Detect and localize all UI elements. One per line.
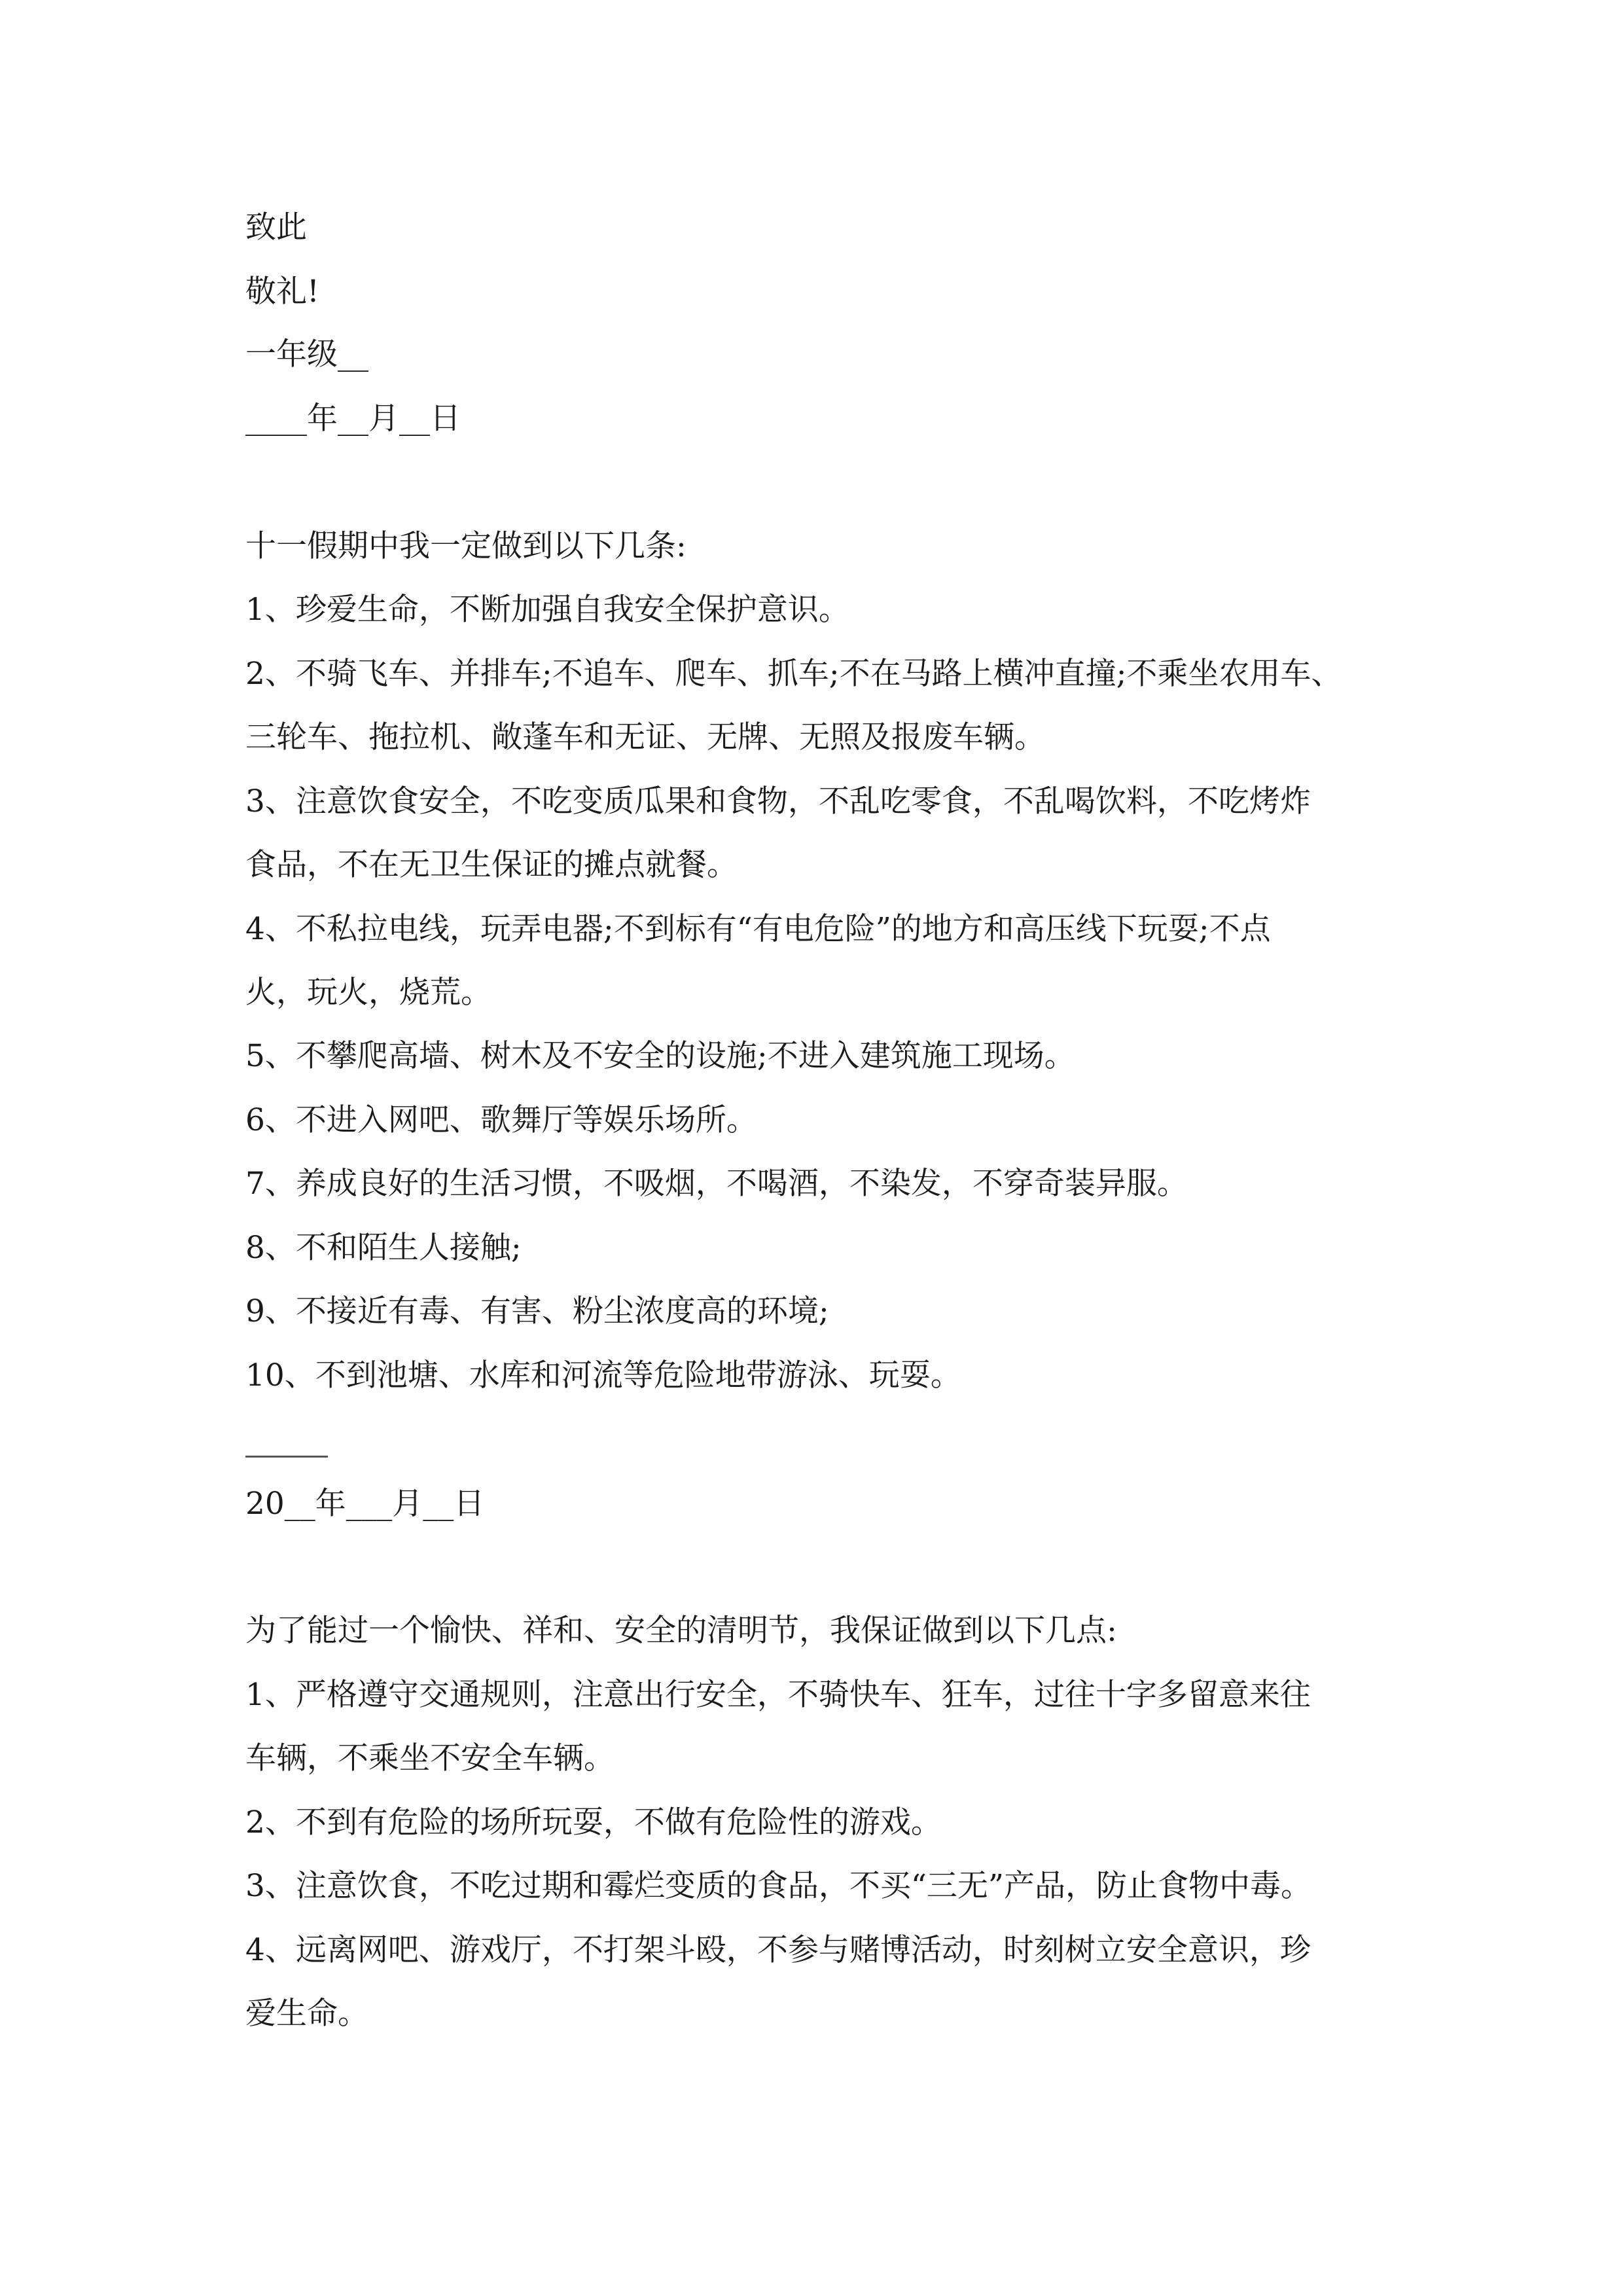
pledge-item-continued: 三轮车、拖拉机、敞蓬车和无证、无牌、无照及报废车辆。 bbox=[245, 719, 1045, 755]
pledge-item: 1、珍爱生命，不断加强自我安全保护意识。 bbox=[245, 592, 849, 628]
pledge-item: 7、养成良好的生活习惯，不吸烟，不喝酒，不染发，不穿奇装异服。 bbox=[245, 1166, 1188, 1202]
closing-regards: 敬礼! bbox=[245, 274, 319, 310]
pledge-item: 10、不到池塘、水库和河流等危险地带游泳、玩耍。 bbox=[245, 1357, 961, 1393]
pledge-item-continued: 车辆，不乘坐不安全车辆。 bbox=[245, 1740, 615, 1776]
signature-date: ____年__月__日 bbox=[245, 401, 461, 437]
national-day-date: 20__年___月__日 bbox=[245, 1486, 485, 1522]
pledge-item: 4、远离网吧、游戏厅，不打架斗殴，不参与赌博活动，时刻树立安全意识，珍 bbox=[245, 1932, 1311, 1968]
pledge-item: 6、不进入网吧、歌舞厅等娱乐场所。 bbox=[245, 1102, 757, 1138]
pledge-item: 8、不和陌生人接触; bbox=[245, 1230, 522, 1266]
pledge-item-continued: 食品，不在无卫生保证的摊点就餐。 bbox=[245, 847, 738, 883]
pledge-item: 3、注意饮食安全，不吃变质瓜果和食物，不乱吃零食，不乱喝饮料，不吃烤炸 bbox=[245, 783, 1311, 819]
pledge-item: 1、严格遵守交通规则，注意出行安全，不骑快车、狂车，过往十字多留意来往 bbox=[245, 1677, 1311, 1713]
pledge-item: 5、不攀爬高墙、树木及不安全的设施;不进入建筑施工现场。 bbox=[245, 1038, 1075, 1074]
pledge-item: 9、不接近有毒、有害、粉尘浓度高的环境; bbox=[245, 1293, 829, 1329]
signature-rule bbox=[245, 1456, 328, 1458]
signature-class: 一年级__ bbox=[245, 336, 368, 372]
pledge-item: 2、不到有危险的场所玩耍，不做有危险性的游戏。 bbox=[245, 1804, 942, 1840]
pledge-item: 4、不私拉电线，玩弄电器;不到标有“有电危险”的地方和高压线下玩耍;不点 bbox=[245, 911, 1271, 947]
pledge-item: 2、不骑飞车、并排车;不追车、爬车、抓车;不在马路上横冲直撞;不乘坐农用车、 bbox=[245, 656, 1342, 692]
pledge-item: 3、注意饮食，不吃过期和霉烂变质的食品，不买“三无”产品，防止食物中毒。 bbox=[245, 1868, 1311, 1904]
pledge-item-continued: 火，玩火，烧荒。 bbox=[245, 975, 491, 1011]
pledge-item-continued: 爱生命。 bbox=[245, 1996, 368, 2032]
closing-salutation: 致此 bbox=[245, 209, 307, 245]
qingming-intro: 为了能过一个愉快、祥和、安全的清明节，我保证做到以下几点: bbox=[245, 1613, 1117, 1649]
national-day-intro: 十一假期中我一定做到以下几条: bbox=[245, 528, 687, 564]
